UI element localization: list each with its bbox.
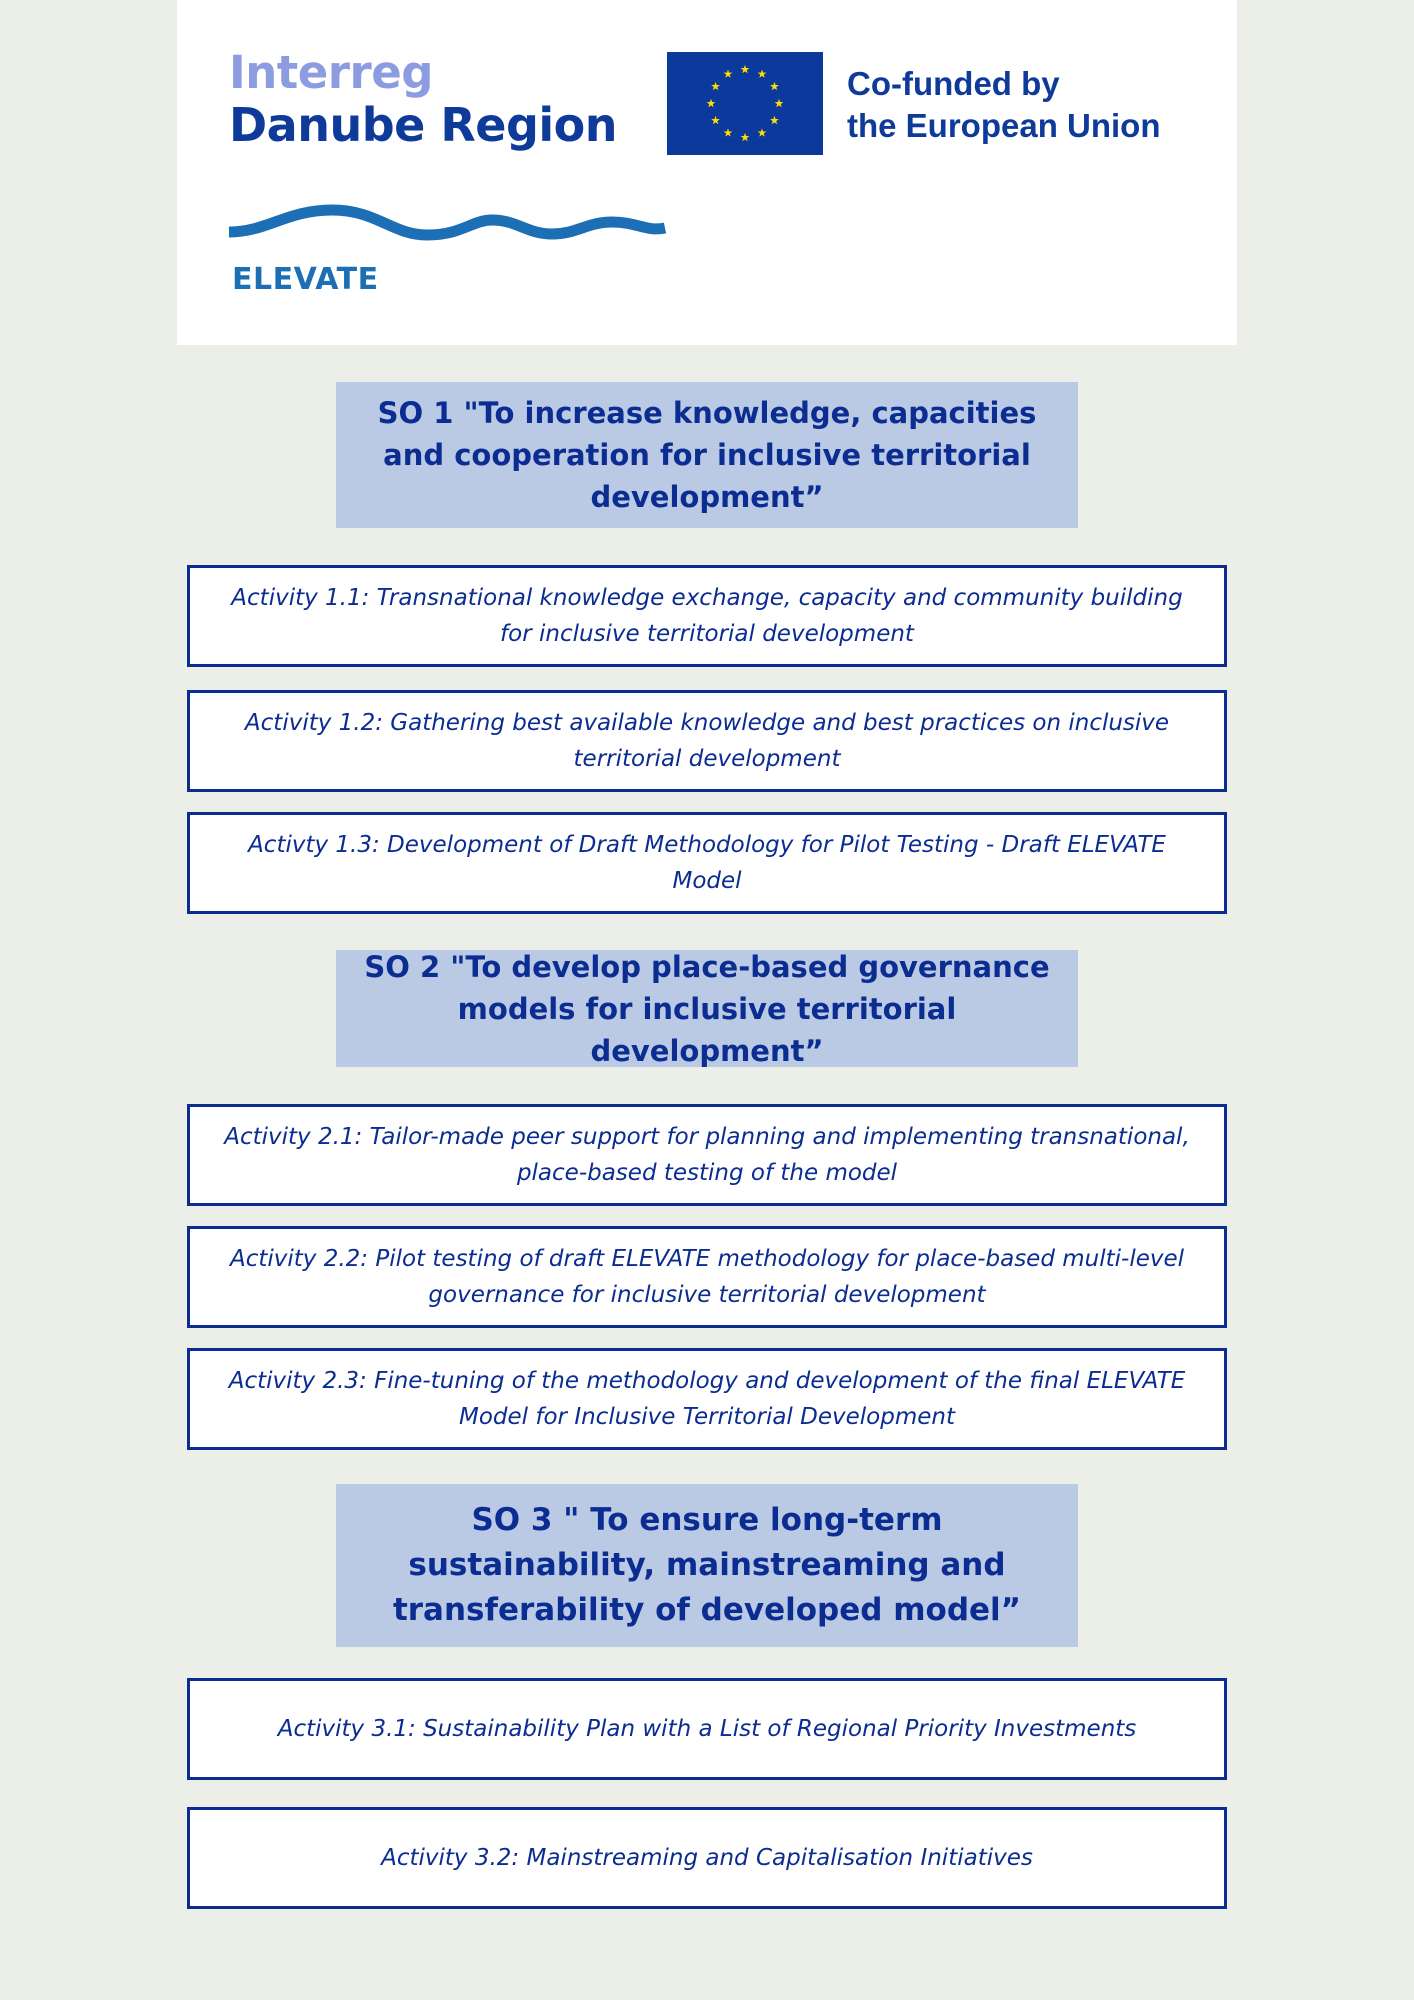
eu-flag-icon <box>667 52 823 155</box>
activity-1-1: Activity 1.1: Transnational knowledge exchange, capacity and community building for inclusive territorial development <box>187 565 1227 667</box>
interreg-logo-text: Interreg <box>229 46 433 99</box>
activity-1-2: Activity 1.2: Gathering best available knowledge and best practices on inclusive territorial development <box>187 690 1227 792</box>
cofunded-line-2: the European Union <box>847 107 1161 144</box>
activity-3-2: Activity 3.2: Mainstreaming and Capitalisation Initiatives <box>187 1807 1227 1909</box>
activity-2-3: Activity 2.3: Fine-tuning of the methodology and development of the final ELEVATE Model for Inclusive Territorial Development <box>187 1348 1227 1450</box>
activity-2-2: Activity 2.2: Pilot testing of draft ELEVATE methodology for place-based multi-level governance for inclusive territorial development <box>187 1226 1227 1328</box>
activity-3-1: Activity 3.1: Sustainability Plan with a List of Regional Priority Investments <box>187 1678 1227 1780</box>
activity-2-1: Activity 2.1: Tailor-made peer support for planning and implementing transnational, place-based testing of the model <box>187 1104 1227 1206</box>
wave-icon <box>227 200 667 250</box>
objective-1-title: SO 1 "To increase knowledge, capacities and cooperation for inclusive territorial development” <box>336 382 1078 528</box>
objective-2-title: SO 2 "To develop place-based governance models for inclusive territorial development” <box>336 950 1078 1067</box>
danube-region-logo-text: Danube Region <box>229 98 618 152</box>
objective-3-title: SO 3 " To ensure long-term sustainability, mainstreaming and transferability of developed model” <box>336 1484 1078 1647</box>
cofunded-line-1: Co-funded by <box>847 65 1060 102</box>
header-banner <box>177 0 1237 345</box>
cofunded-text <box>847 63 1161 147</box>
project-name: ELEVATE <box>232 262 379 297</box>
activity-1-3: Activty 1.3: Development of Draft Methodology for Pilot Testing - Draft ELEVATE Model <box>187 812 1227 914</box>
